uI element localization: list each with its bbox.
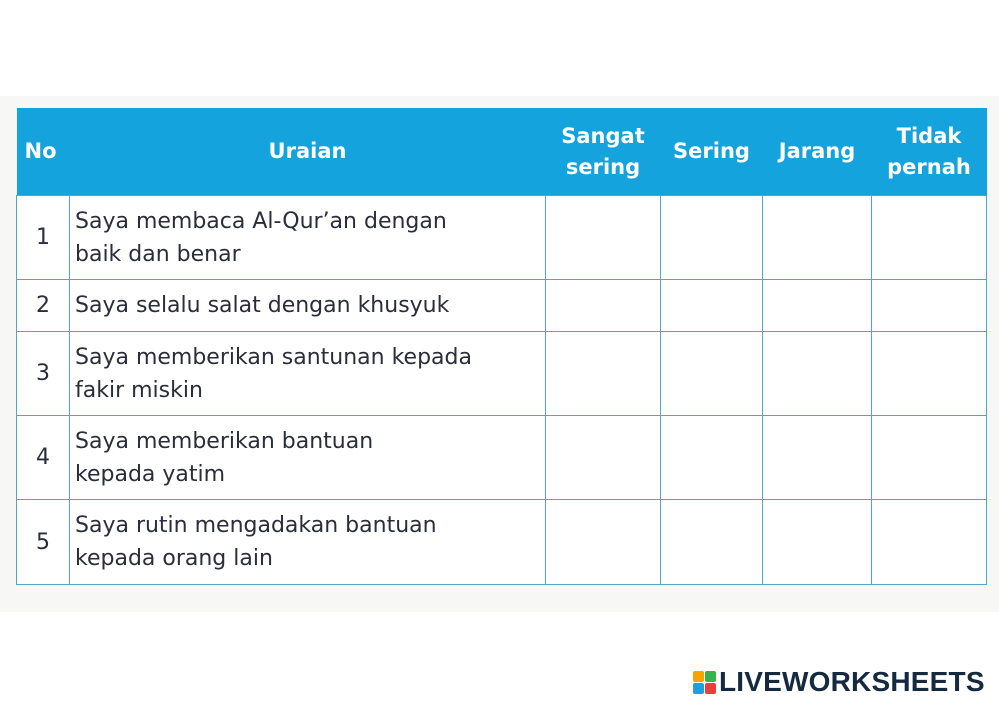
header-sering: Sering [661,108,763,196]
answer-cell-sering[interactable] [661,332,763,416]
answer-cell-sangat-sering[interactable] [546,416,661,500]
row-description-line2: kepada orang lain [75,546,273,571]
header-sangat-sering [546,108,661,196]
survey-table [16,108,987,585]
row-description-line1: Saya memberikan bantuan [75,428,374,454]
logo-square-icon [693,683,704,694]
answer-cell-jarang[interactable] [763,416,872,500]
answer-cell-jarang[interactable] [763,332,872,416]
logo-square-icon [705,683,716,694]
row-description-line1: Saya memberikan santunan kepada [75,344,472,370]
answer-cell-tidak-pernah[interactable] [872,500,987,585]
row-description [70,280,546,332]
row-description-line1: Saya selalu salat dengan khusyuk [75,293,450,318]
answer-cell-sangat-sering[interactable] [546,500,661,585]
answer-cell-sering[interactable] [661,416,763,500]
table-row [17,500,987,585]
row-description-line2: baik dan benar [75,241,241,267]
answer-cell-tidak-pernah[interactable] [872,196,987,280]
table-row [17,332,987,416]
answer-cell-jarang[interactable] [763,500,872,585]
logo-square-icon [705,671,716,682]
row-description [70,196,546,280]
row-description-line2: kepada yatim [75,461,226,487]
logo-mark-icon [693,671,716,694]
header-tidak-pernah [872,108,987,196]
answer-cell-jarang[interactable] [763,280,872,332]
table-header-row [17,108,987,196]
answer-cell-sering[interactable] [661,280,763,332]
table-row [17,280,987,332]
row-description-line2: fakir miskin [75,377,203,403]
row-number: 1 [17,196,70,280]
answer-cell-sangat-sering[interactable] [546,280,661,332]
header-jarang: Jarang [763,108,872,196]
row-number: 3 [17,332,70,416]
answer-cell-tidak-pernah[interactable] [872,416,987,500]
answer-cell-sangat-sering[interactable] [546,196,661,280]
row-description-line1: Saya membaca Al-Qur’an dengan [75,208,447,234]
liveworksheets-logo [693,664,985,700]
answer-cell-sangat-sering[interactable] [546,332,661,416]
table-row [17,196,987,280]
answer-cell-sering[interactable] [661,196,763,280]
header-tidak-pernah-line1: Tidak [896,123,962,148]
row-number: 4 [17,416,70,500]
row-description-line1: Saya rutin mengadakan bantuan [75,513,437,538]
answer-cell-tidak-pernah[interactable] [872,332,987,416]
answer-cell-sering[interactable] [661,500,763,585]
row-number: 2 [17,280,70,332]
answer-cell-tidak-pernah[interactable] [872,280,987,332]
logo-square-icon [693,671,704,682]
row-description [70,416,546,500]
row-description [70,500,546,585]
header-sangat-sering-line1: Sangat [561,123,645,148]
row-number: 5 [17,500,70,585]
header-sangat-sering-line2: sering [565,154,641,179]
table-row [17,416,987,500]
row-description [70,332,546,416]
answer-cell-jarang[interactable] [763,196,872,280]
header-no: No [17,108,70,196]
logo-text: LIVEWORKSHEETS [719,666,985,697]
header-tidak-pernah-line2: pernah [887,154,971,179]
header-uraian: Uraian [70,108,546,196]
